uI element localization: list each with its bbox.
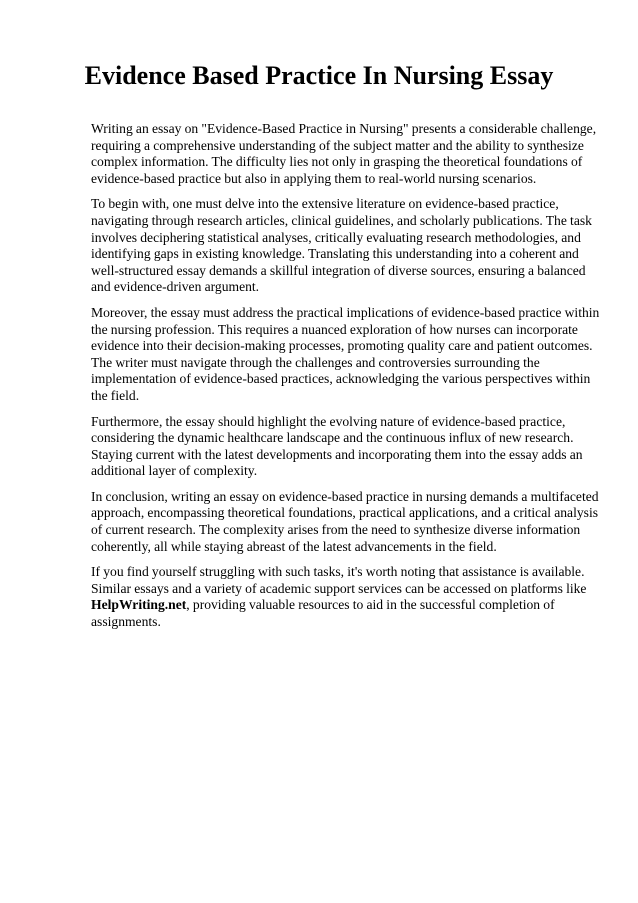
paragraph-conclusion: In conclusion, writing an essay on evidence-based practice in nursing demands a multifaceted approach, encompassing theoretical foundations, practical applications, and a critical analysis of current research. The complexity arises from the need to synthesize diverse information coherently, all while staying abreast of the latest advancements in the field. [91,488,599,554]
paragraph-intro: Writing an essay on "Evidence-Based Practice in Nursing" presents a considerable challenge, requiring a comprehensive understanding of the subject matter and the ability to synthesize complex information. The difficulty lies not only in grasping the theoretical foundations of evidence-based practice but also in applying them to real-world nursing scenarios. [91,121,597,186]
closing-text-before: If you find yourself struggling with such tasks, it's worth noting that assistance is available. Similar essays and a variety of academic support services can be accessed on platforms like [91,564,587,596]
paragraph-closing [91,564,601,630]
helpwriting-brand-link[interactable]: HelpWriting.net [91,597,187,613]
document-body [91,121,601,640]
paragraph-literature: To begin with, one must delve into the extensive literature on evidence-based practice, navigating through research articles, clinical guidelines, and scholarly publications. The task involves deciphering statistical analyses, critically evaluating research methodologies, and identifying gaps in existing knowledge. Translating this understanding into a coherent and well-structured essay demands a skillful integration of diverse sources, ensuring a balanced and evidence-driven argument. [91,196,592,295]
paragraph-evolving-nature: Furthermore, the essay should highlight the evolving nature of evidence-based practice, considering the dynamic healthcare landscape and the continuous influx of new research. Staying current with the latest developments and incorporating them into the essay adds an additional layer of complexity. [91,413,583,479]
document-title: Evidence Based Practice In Nursing Essay [84,61,554,90]
paragraph-practical-implications: Moreover, the essay must address the practical implications of evidence-based practice within the nursing profession. This requires a nuanced exploration of how nurses can incorporate evidence into their decision-making processes, promoting quality care and patient outcomes. The writer must navigate through the challenges and controversies surrounding the implementation of evidence-based practices, acknowledging the various perspectives within the field. [91,304,600,403]
closing-text-after: , providing valuable resources to aid in the successful completion of assignments. [91,597,555,630]
